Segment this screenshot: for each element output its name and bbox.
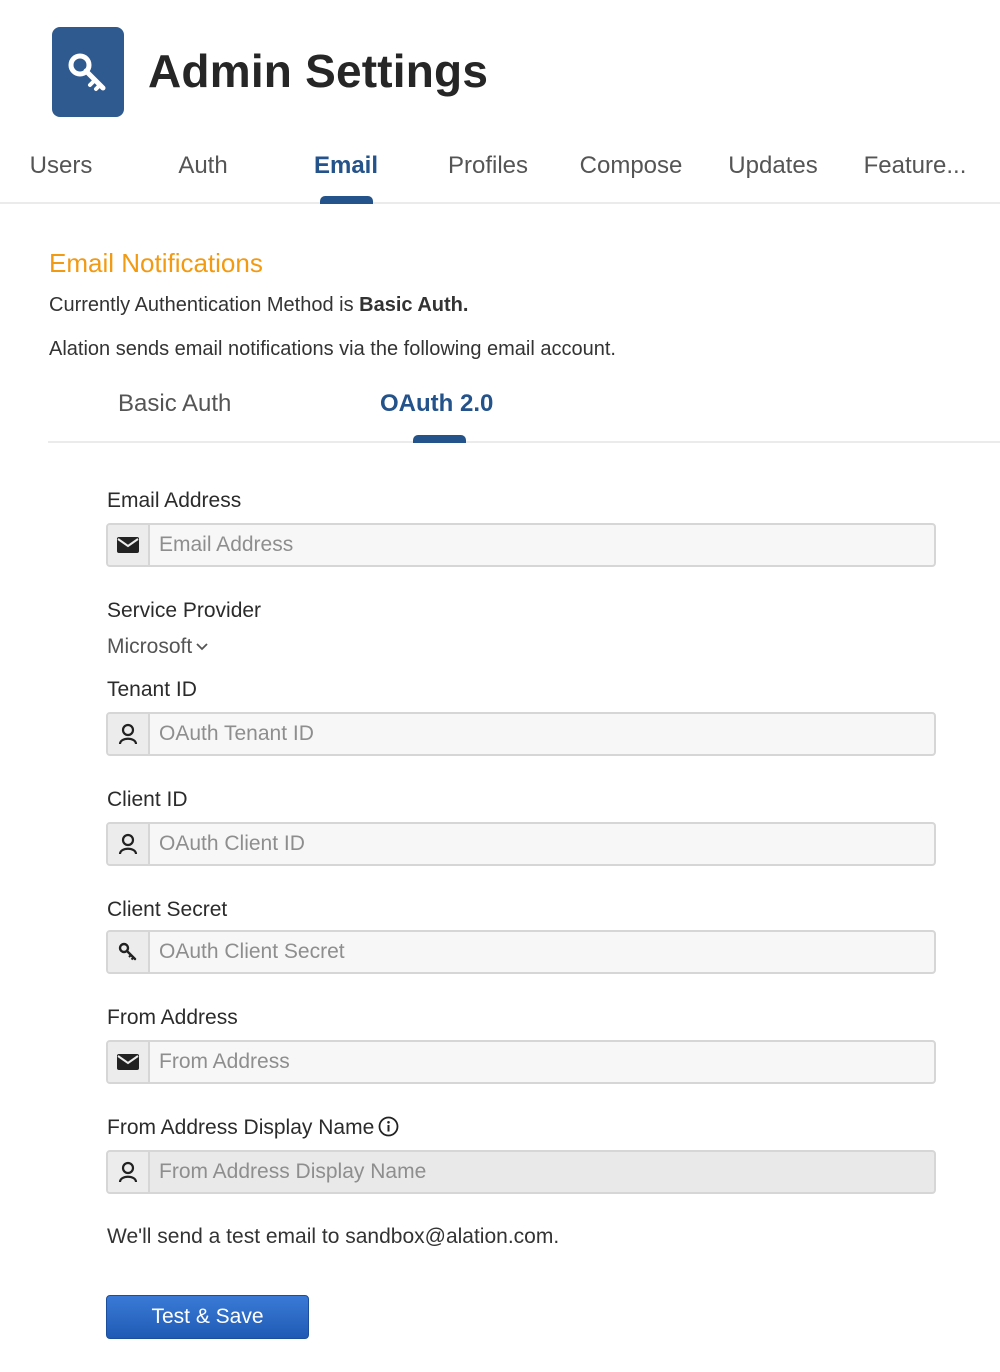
test-and-save-button[interactable]: Test & Save <box>106 1295 309 1339</box>
from-display-name-group <box>106 1150 936 1194</box>
tenant-id-label: Tenant ID <box>107 678 197 701</box>
tab-auth[interactable]: Auth <box>178 152 228 179</box>
from-address-group <box>106 1040 936 1084</box>
email-address-label: Email Address <box>107 489 242 512</box>
tenant-id-input[interactable] <box>150 714 934 754</box>
settings-tabs <box>0 140 1000 204</box>
tab-users[interactable]: Users <box>29 152 93 179</box>
test-email-note: We'll send a test email to sandbox@alation.com. <box>107 1225 560 1248</box>
from-address-input[interactable] <box>150 1042 934 1082</box>
from-display-name-input[interactable] <box>150 1152 934 1192</box>
client-id-group <box>106 822 936 866</box>
info-icon[interactable] <box>378 1116 399 1137</box>
from-display-name-label: From Address Display Name <box>107 1116 375 1139</box>
service-provider-label: Service Provider <box>107 599 262 622</box>
service-provider-select[interactable] <box>107 635 208 659</box>
section-title: Email Notifications <box>49 248 263 278</box>
envelope-icon <box>108 525 150 565</box>
key-icon <box>108 932 150 972</box>
client-secret-input[interactable] <box>150 932 934 972</box>
client-id-input[interactable] <box>150 824 934 864</box>
email-address-input[interactable] <box>150 525 934 565</box>
key-icon <box>65 49 111 95</box>
user-icon <box>108 714 150 754</box>
from-address-label: From Address <box>107 1006 238 1029</box>
tenant-id-group <box>106 712 936 756</box>
user-icon <box>108 824 150 864</box>
client-secret-group <box>106 930 936 974</box>
auth-method-text <box>49 294 468 317</box>
tab-oauth[interactable]: OAuth 2.0 <box>380 390 494 417</box>
tab-basic-auth[interactable]: Basic Auth <box>118 390 232 417</box>
tab-feature[interactable]: Feature... <box>863 152 967 179</box>
client-secret-label: Client Secret <box>107 898 228 921</box>
section-description: Alation sends email notifications via the following email account. <box>49 338 616 360</box>
page-title: Admin Settings <box>148 45 489 97</box>
active-subtab-indicator <box>413 435 466 443</box>
tab-email[interactable]: Email <box>313 152 379 179</box>
tab-compose[interactable]: Compose <box>579 152 683 179</box>
envelope-icon <box>108 1042 150 1082</box>
auth-type-tabs <box>48 380 1000 443</box>
active-tab-indicator <box>320 196 373 204</box>
email-address-group <box>106 523 936 567</box>
chevron-down-icon <box>196 643 208 651</box>
tab-updates[interactable]: Updates <box>728 152 818 179</box>
user-icon <box>108 1152 150 1192</box>
auth-method-value: Basic Auth. <box>359 294 469 316</box>
from-display-name-label-row <box>107 1116 399 1140</box>
tab-profiles[interactable]: Profiles <box>447 152 529 179</box>
app-logo <box>52 27 124 117</box>
service-provider-value: Microsoft <box>107 635 193 658</box>
auth-method-prefix: Currently Authentication Method is <box>49 294 360 316</box>
client-id-label: Client ID <box>107 788 188 811</box>
